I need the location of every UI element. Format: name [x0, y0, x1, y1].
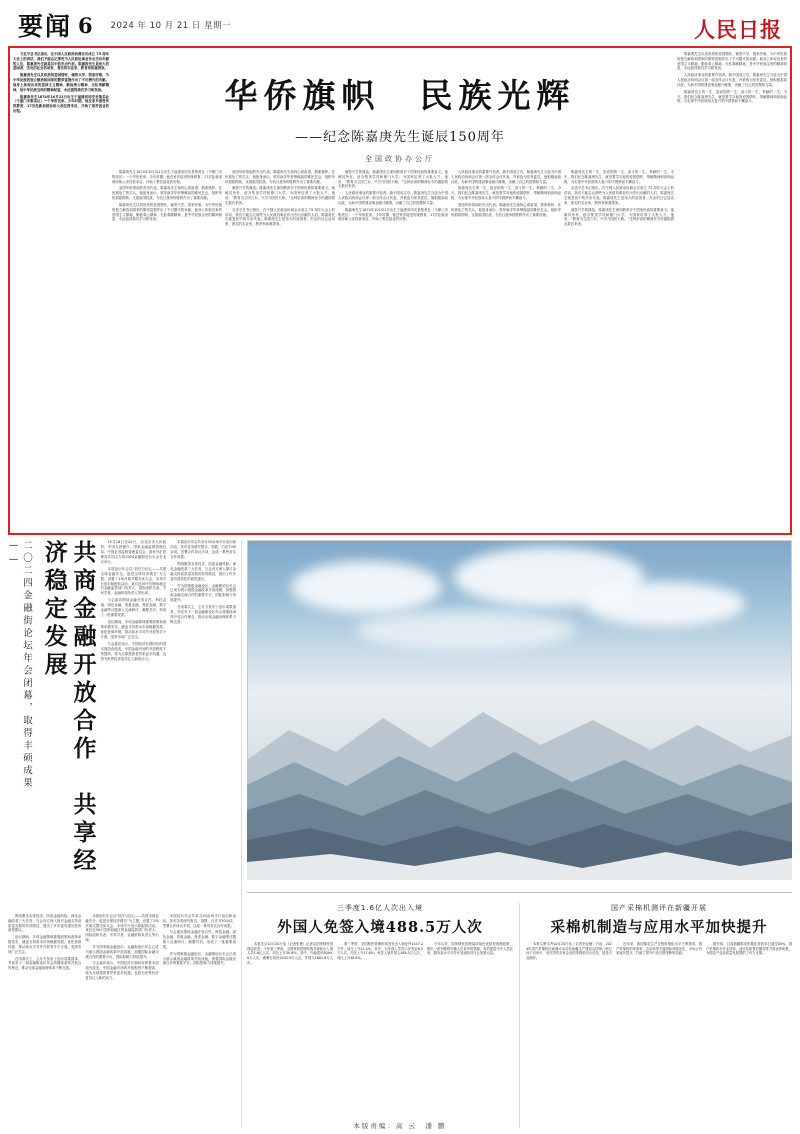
- article-column: [101, 540, 167, 910]
- news-kicker: 国产采棉机测评在新疆开展: [611, 904, 707, 912]
- paragraph: 与会嘉宾围绕金融开放合作、科技金融、绿色金融、普惠金融、养老金融、数字金融等议题深入交流研讨，凝聚共识，形成了一批重要成果。: [162, 930, 236, 949]
- paragraph: 爱国华侨领袖的杰出代表。陈嘉庚先生始终心系祖国，情系桑梓。在民族危亡的关头，他挺身而出，领导南洋华侨筹赈祖国难民总会，组织华侨捐款捐物，支援祖国抗战，为抗日战争的胜利作出了重要贡献。: [225, 170, 335, 184]
- divider: [247, 892, 792, 893]
- paragraph: 本届论坛年会共举办20余场平行论坛和活动，发布各类研究报告、指数、白皮书30余项，签署合作协议多项，达成一系列务实合作成果。: [170, 540, 236, 559]
- paragraph: 作为国家级金融论坛，金融街论坛年会已成为展示我国金融改革开放成就、加强国际金融交流合作的重要平台，国际影响力持续提升。: [170, 583, 236, 603]
- news-headline: 外国人免签入境488.5万人次: [277, 919, 483, 936]
- paragraph: 与会嘉宾表示，中国经济长期向好的基本面没有改变，中国金融市场的开放程度不断提高，将为全球投资者带来更多机遇，也将为世界经济复苏注入新的动力。: [85, 961, 159, 980]
- paragraph: 陈嘉庚先生1874年10月21日出生于福建省同安县集美社（今厦门市集美区）一个华侨世家。少年时期，他在家乡接受传统教育，17岁赴新加坡协助父亲经营米店，开始了艰苦创业的历程。: [338, 207, 448, 222]
- paragraph: 围绕服务实体经济、防范金融风险、深化金融改革三大任务，与会各方深入探讨金融支持高质量发展的有效路径，提出了许多富有建设性的意见建议。: [170, 561, 236, 581]
- article-column: [8, 914, 81, 1124]
- paragraph: 围绕服务实体经济、防范金融风险、深化金融改革三大任务，与会各方深入探讨金融支持高质量发展的有效路径，提出了许多富有建设性的意见建议。: [8, 914, 82, 933]
- paragraph: 人民政协事业的重要开拓者。新中国成立后，陈嘉庚先生当选为中国人民政治协商会议第一届全体会议代表，并被选为常务委员。他积极参政议政，为新中国的建设事业献计献策，贡献了自己的智慧和力量。: [338, 191, 448, 205]
- paragraph: 本报北京10月20日电（记者张璁）记者从国家移民管理局获悉：今年第三季度，全国移民管理机构共查验出入境人员1.6亿人次，同比上升30.6%。其中，内地居民8094.8万人次，港澳台居民5443.9万人次，外国人1601.8万人次。: [247, 942, 333, 965]
- lead-headline-area: [170, 70, 630, 164]
- section-number: 6: [78, 12, 93, 38]
- paper-logo: 人民日报: [694, 17, 782, 42]
- paragraph: 与会嘉宾表示，中国经济长期向好的基本面没有改变，中国金融市场的开放程度不断提高，将为全球投资者带来更多机遇，也将为世界经济复苏注入新的动力。: [100, 641, 167, 661]
- news-article-left: [247, 903, 513, 1128]
- paragraph: 陈嘉庚先生1874年10月21日出生于福建省同安县集美社（今厦门市集美区）一个华侨世家。少年时期，他在家乡接受传统教育，17岁赴新加坡协助父亲经营米店，开始了艰苦创业的历程。: [112, 170, 222, 184]
- paragraph: 习近平总书记指出，在中国人民政治协商会议成立 75 周年大会上的讲话，我们不能忘记那些为人民政协事业作出杰出贡献的人们，陈嘉庚先生就是其中的杰出代表。陈嘉庚先生是伟大的爱国者、杰出的社会活动家、著名的实业家、教育家和慈善家。: [225, 207, 335, 227]
- paragraph: 据介绍，目前新疆棉花机械化采收率已超过85%，国产采棉机在作业效率、适应性和售后服务等方面优势明显，为棉花产业高质量发展提供了有力支撑。: [706, 942, 792, 956]
- paragraph: 陈嘉庚先生以其炽热的爱国情怀，倾资兴学、毁家纾难，为中华民族的独立解放和国家的繁荣富强作出了不可磨灭的贡献。他身上体现出来的爱国主义精神、勤俭奉公精神、无私奉献精神，是中华民族宝贵的精神财富，永远值得我们学习和发扬。: [677, 52, 787, 71]
- paragraph: 倾资兴学的典范。陈嘉庚先生深知教育对于国家民族的重要意义。他倾其所有，创办集美学村和厦门大学，为国家培养了大批人才。他说：“教育为立国之本，兴学乃国民天职。”这种崇高的精神至今仍激励着无数后来者。: [564, 207, 674, 227]
- paragraph: 人民政协事业的重要开拓者。新中国成立后，陈嘉庚先生当选为中国人民政治协商会议第一届全体会议代表，并被选为常务委员。他积极参政议政，为新中国的建设事业献计献策，贡献了自己的智慧和力量。: [677, 73, 787, 87]
- column-divider: [519, 903, 520, 1128]
- lead-headline: 华侨旗帜 民族光辉: [224, 76, 576, 115]
- paragraph: 第三季度，全国移民管理机构签发出入境证件1447.2万件，同比上升22.4%。其中，为外国人签发口岸签证8.5万人次，同比上升17.6%。免签入境外国人488.5万人次，同比上升48.8%。: [337, 942, 423, 961]
- paragraph: 论坛期间，多项金融领域重要政策和改革举措发布，涵盖支持资本市场稳健发展、优化营商环境、推动高水平对外开放等多个方面，受到市场广泛关注。: [100, 620, 167, 639]
- article-column: [163, 914, 236, 1124]
- forum-title: 共商金融开放合作 共享经济稳定发展: [40, 540, 97, 876]
- paragraph: 人民政协事业的重要开拓者。新中国成立后，陈嘉庚先生当选为中国人民政治协商会议第一届全体会议代表，并被选为常务委员。他积极参政议政，为新中国的建设事业献计献策，贡献了自己的智慧和力量。: [451, 170, 561, 184]
- lead-subheadline: ——纪念陈嘉庚先生诞辰150周年: [295, 130, 505, 145]
- paragraph: 倾资兴学的典范。陈嘉庚先生深知教育对于国家民族的重要意义。他倾其所有，创办集美学村和厦门大学，为国家培养了大批人才。他说：“教育为立国之本，兴学乃国民天职。”这种崇高的精神至今仍激励着无数后来者。: [225, 186, 335, 205]
- article-column: [337, 942, 423, 1128]
- paragraph: 陈嘉庚先生以其炽热的爱国情怀，倾资兴学、毁家纾难，为中华民族的独立解放和国家的繁荣富强作出了不可磨灭的贡献。他身上体现出来的爱国主义精神、勤俭奉公精神、无私奉献精神，是中华民族宝贵的精神财富，永远值得我们学习和发扬。: [112, 202, 222, 222]
- paragraph: 作为国家级金融论坛，金融街论坛年会已成为展示我国金融改革开放成就、加强国际金融交流合作的重要平台，国际影响力持续提升。: [162, 951, 236, 966]
- paragraph: 本报乌鲁木齐10月20日电（记者李亚楠）日前，2024年国产采棉机田间测评活动在新疆生产建设兵团第八师石河子市举行，来自国内多家企业的采棉机同台竞技，接受专业测评。: [526, 942, 612, 961]
- forum-kicker: 二〇二四金融街论坛年会闭幕，取得丰硕成果——: [8, 540, 32, 790]
- paragraph: 陈嘉庚先生1874年10月21日出生于福建省同安县集美社（今厦门市集美区）一个华侨世家。少年时期，他在家乡接受传统教育，17岁赴新加坡协助父亲经营米店，开始了艰苦创业的历程。: [13, 94, 109, 114]
- paragraph: 倾资兴学的典范。陈嘉庚先生深知教育对于国家民族的重要意义。他倾其所有，创办集美学村和厦门大学，为国家培养了大批人才。他说：“教育为立国之本，兴学乃国民天职。”这种崇高的精神至今仍激励着无数后来者。: [338, 170, 448, 189]
- news-article-right: [526, 903, 792, 1128]
- masthead: [8, 6, 792, 44]
- paragraph: 陈嘉庚先生的一生，是爱国的一生、奋斗的一生、奉献的一生。今天，我们纪念陈嘉庚先生，就是要学习他的爱国情怀、奉献精神和高尚品格，为实现中华民族伟大复兴的中国梦而不懈奋斗。: [451, 186, 561, 201]
- paragraph: 爱国华侨领袖的杰出代表。陈嘉庚先生始终心系祖国，情系桑梓。在民族危亡的关头，他挺身而出，领导南洋华侨筹赈祖国难民总会，组织华侨捐款捐物，支援祖国抗战，为抗日战争的胜利作出了重要贡献。: [451, 202, 561, 217]
- article-column: [677, 52, 787, 529]
- column-divider: [241, 540, 242, 1128]
- paragraph: 今年以来，国家移民管理局持续优化移民管理政策，推出一系列便利外籍人员来华的措施，有效促进中外人员往来，服务高水平对外开放和经济社会发展大局。: [427, 942, 513, 956]
- paragraph: 近年来，我国棉花生产全程机械化水平不断提高，国产采棉机的采净率、含杂率等关键指标持续优化，市场占有率逐年提升，打破了国外产品长期垄断的局面。: [616, 942, 702, 956]
- article-column: [85, 914, 158, 1124]
- article-column: [170, 540, 236, 910]
- paragraph: 在闭幕式上，主办方发布了论坛成果清单，并宣布下一届金融街论坛年会将继续秉持开放合作理念，推动全球金融治理体系不断完善。: [8, 956, 82, 971]
- paragraph: 论坛期间，多项金融领域重要政策和改革举措发布，涵盖支持资本市场稳健发展、优化营商环境、推动高水平对外开放等多个方面，受到市场广泛关注。: [8, 935, 82, 954]
- publication-date: 2024 年 10 月 21 日 星期一: [110, 21, 232, 31]
- lead-byline: 全国政协办公厅: [365, 155, 435, 163]
- article-column: [247, 942, 333, 1128]
- dateline: 10月18日至20日，由北京市人民政府、中国人民银行、国家金融监督管理总局、中国证券监督管理委员会、国家外汇管理局共同主办的2024金融街论坛年会在北京举行。: [100, 540, 167, 564]
- article-column: [13, 52, 109, 529]
- news-kicker: 三季度1.6亿人次出入境: [336, 904, 424, 912]
- paragraph: 爱国华侨领袖的杰出代表。陈嘉庚先生始终心系祖国，情系桑梓。在民族危亡的关头，他挺身而出，领导南洋华侨筹赈祖国难民总会，组织华侨捐款捐物，支援祖国抗战，为抗日战争的胜利作出了重要贡献。: [112, 186, 222, 201]
- lower-section: [8, 540, 792, 1128]
- paragraph: 本届论坛年会共举办20余场平行论坛和活动，发布各类研究报告、指数、白皮书30余项，签署合作协议多项，达成一系列务实合作成果。: [162, 914, 236, 928]
- paragraph: 习近平总书记指出，在中国人民政治协商会议成立 75 周年大会上的讲话，我们不能忘记那些为人民政协事业作出杰出贡献的人们，陈嘉庚先生就是其中的杰出代表。陈嘉庚先生是伟大的爱国者、杰出的社会活动家、著名的实业家、教育家和慈善家。: [13, 52, 109, 71]
- paragraph: 陈嘉庚先生的一生，是爱国的一生、奋斗的一生、奉献的一生。今天，我们纪念陈嘉庚先生，就是要学习他的爱国情怀、奉献精神和高尚品格，为实现中华民族伟大复兴的中国梦而不懈奋斗。: [677, 89, 787, 104]
- article-column: [526, 942, 612, 1128]
- right-section: [247, 540, 792, 1128]
- landscape-photo: [247, 540, 792, 870]
- article-column: [616, 942, 702, 1128]
- article-column: [427, 942, 513, 1128]
- news-headline: 采棉机制造与应用水平加快提升: [550, 919, 768, 936]
- paragraph: 与会嘉宾围绕金融开放合作、科技金融、绿色金融、普惠金融、养老金融、数字金融等议题深入交流研讨，凝聚共识，形成了一批重要成果。: [100, 598, 167, 618]
- paragraph: 习近平总书记指出，在中国人民政治协商会议成立 75 周年大会上的讲话，我们不能忘记那些为人民政协事业作出杰出贡献的人们，陈嘉庚先生就是其中的杰出代表。陈嘉庚先生是伟大的爱国者、杰出的社会活动家、著名的实业家、教育家和慈善家。: [564, 186, 674, 205]
- paragraph: 在闭幕式上，主办方发布了论坛成果清单，并宣布下一届金融街论坛年会将继续秉持开放合作理念，推动全球金融治理体系不断完善。: [170, 605, 236, 625]
- article-column: [706, 942, 792, 1128]
- paragraph: 陈嘉庚先生的一生，是爱国的一生、奋斗的一生、奉献的一生。今天，我们纪念陈嘉庚先生，就是要学习他的爱国情怀、奉献精神和高尚品格，为实现中华民族伟大复兴的中国梦而不懈奋斗。: [564, 170, 674, 184]
- paragraph: 本届论坛年会以“信任与信心——共建全球金融安全，促进全球经济增长”为主题，设置了1场开幕式暨全体大会、多场平行论坛和配套活动，来自近30个国家和地区的金融监管部门负责人、国际组织代表、专家学者、金融机构负责人等出席。: [100, 566, 167, 596]
- page-footer: 本版责编：高 云 潘 鹏: [353, 1122, 447, 1130]
- forum-article: [8, 540, 236, 1128]
- paragraph: 本届论坛年会以“信任与信心——共建全球金融安全，促进全球经济增长”为主题，设置了1场开幕式暨全体大会、多场平行论坛和配套活动，来自近30个国家和地区的金融监管部门负责人、国际组织代表、专家学者、金融机构负责人等出席。: [85, 914, 159, 943]
- mountain-ridge-icon: [247, 690, 792, 870]
- section-title: 要闻: [18, 12, 73, 41]
- paragraph: 作为国家级金融论坛，金融街论坛年会已成为展示我国金融改革开放成就、加强国际金融交流合作的重要平台，国际影响力持续提升。: [85, 944, 159, 959]
- paragraph: 陈嘉庚先生以其炽热的爱国情怀，倾资兴学、毁家纾难，为中华民族的独立解放和国家的繁荣富强作出了不可磨灭的贡献。他身上体现出来的爱国主义精神、勤俭奉公精神、无私奉献精神，是中华民族宝贵的精神财富，永远值得我们学习和发扬。: [13, 73, 109, 92]
- photo-block: [247, 540, 792, 888]
